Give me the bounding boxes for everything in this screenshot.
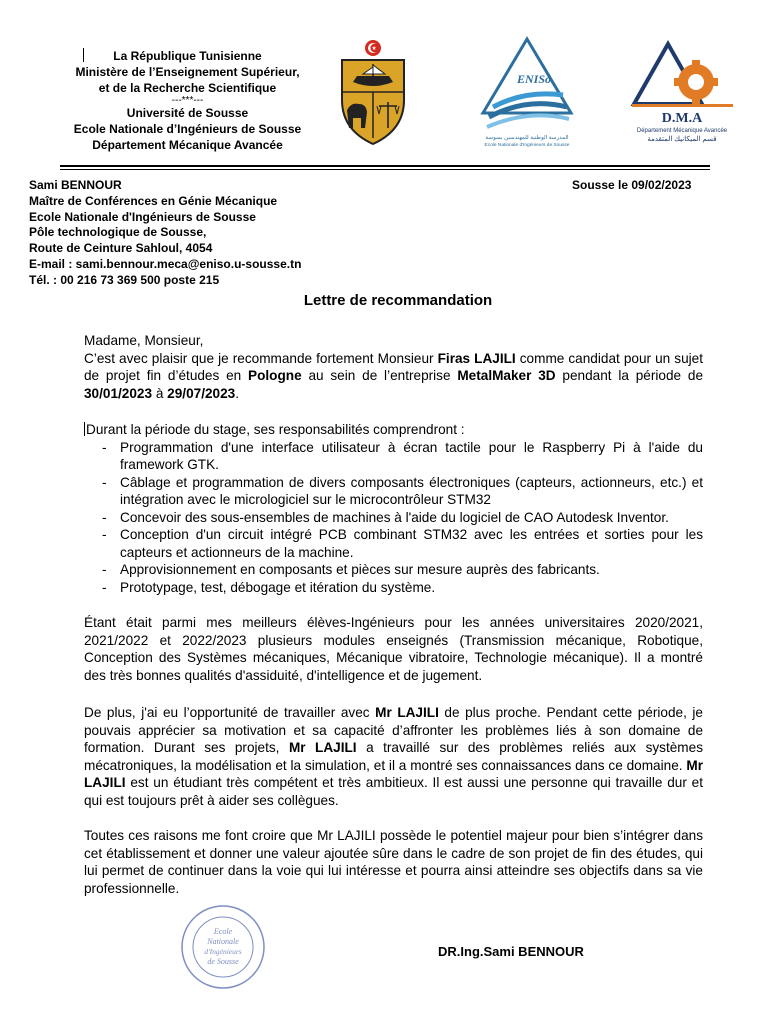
letter-date: Sousse le 09/02/2023: [572, 178, 692, 192]
text-caret: [84, 422, 85, 436]
sender-name: Sami BENNOUR: [29, 178, 122, 192]
list-item: - Conception d'un circuit intégré PCB combinant STM32 avec les entrées et sorties pour les capteurs et actionneurs de la machine.: [84, 526, 703, 561]
header-divider-thin: [60, 169, 710, 170]
student-name: Mr LAJILI: [84, 757, 703, 790]
header-line: Département Mécanique Avancée: [92, 137, 283, 152]
eniso-caption: Ecole Nationale d'Ingénieurs de Sousse: [484, 143, 570, 148]
sender-block: [29, 178, 301, 289]
candidate-name: Firas LAJILI: [437, 350, 516, 366]
header-line: Ministère de l’Enseignement Supérieur,: [75, 64, 300, 79]
header-divider: [60, 165, 710, 167]
sender-address: Route de Ceinture Sahloul, 4054: [29, 241, 213, 256]
sender-email: E-mail : sami.bennour.meca@eniso.u-sousse.tn: [29, 256, 302, 271]
sender-phone: Tél. : 00 216 73 369 500 poste 215: [29, 272, 220, 287]
sender-school: Ecole Nationale d'Ingénieurs de Sousse: [29, 209, 256, 224]
intro-paragraph: [84, 332, 703, 402]
header-line: et de la Recherche Scientifique: [98, 80, 277, 95]
list-item: - Prototypage, test, débogage et itération du système.: [84, 579, 703, 597]
start-date: 30/01/2023: [84, 385, 153, 401]
dma-caption-arabic: قسم الميكانيك المتقدمة: [647, 136, 717, 143]
eniso-caption-arabic: المدرسة الوطنية للمهندسين بسوسة: [485, 135, 569, 141]
sender-pole: Pôle technologique de Sousse,: [29, 225, 207, 240]
eniso-wordmark: ENISo: [517, 72, 552, 86]
student-name: Mr LAJILI: [375, 705, 439, 720]
responsibilities-section: [84, 421, 703, 596]
company-name: MetalMaker 3D: [457, 368, 556, 383]
dma-caption: Département Mécanique Avancée: [636, 128, 728, 134]
internship-country: Pologne: [248, 368, 302, 383]
header-line: Université de Sousse: [126, 106, 249, 121]
list-item: - Concevoir des sous-ensembles de machines à l'aide du logiciel de CAO Autodesk Inventor.: [84, 509, 703, 527]
conclusion-paragraph: Toutes ces raisons me font croire que Mr LAJILI possède le potentiel majeur pour bien s’intégrer dans cet établissement et donner une valeur ajoutée sûre dans le cadre de son projet de fin des études, qui lui permet de continuer dans la voie qui lui intéresse et pourra ainsi atteindre ses objectifs dans sa vie professionnelle.: [84, 828, 703, 896]
responsibilities-intro: Durant la période du stage, ses responsabilités comprendront :: [86, 422, 465, 437]
letter-title: Lettre de recommandation: [303, 292, 493, 309]
header-line: Ecole Nationale d’Ingénieurs de Sousse: [73, 122, 302, 137]
header-separator: ---***---: [171, 95, 204, 107]
stamp-line: d'Ingénieurs: [204, 947, 242, 956]
list-item: - Câblage et programmation de divers composants électroniques (capteurs, actionneurs, etc.) et intégration avec le micrologiciel sur le microcontrôleur STM32: [84, 474, 703, 509]
header-line: La République Tunisienne: [113, 49, 262, 63]
work-paragraph: De plus, j'ai eu l’opportunité de travailler avec Mr LAJILI de plus proche. Pendant cette période, je pouvais apprécier sa motivation et sa capacité d’affronter les problèmes liés à son domaine de formation. Durant ses projets, Mr LAJILI a travaillé sur des problèmes reliés aux systèmes mécatroniques, la modélisation et la simulation, et il a montré ses connaissances dans ce domaine. Mr LAJILI est un étudiant très compétent et très ambitieux. Il est aussi une personne qui travaille dur et qui est toujours prêt à aider ses collègues.: [84, 705, 703, 808]
stamp-line: Ecole: [213, 927, 233, 936]
stamp-line: de Sousse: [207, 957, 239, 966]
dma-logo: [630, 38, 735, 146]
institution-header: [60, 49, 315, 154]
list-item: - Programmation d'une interface utilisateur à écran tactile pour le Raspberry Pi à l'aide du framework GTK.: [84, 439, 703, 474]
stamp-line: Nationale: [207, 937, 239, 946]
student-name: Mr LAJILI: [288, 740, 357, 755]
responsibilities-list: [84, 439, 703, 597]
end-date: 29/07/2023: [167, 385, 236, 401]
tunisia-emblem-logo: [339, 38, 407, 148]
sender-title: Maître de Conférences en Génie Mécanique: [29, 193, 278, 208]
signature-name: DR.Ing.Sami BENNOUR: [438, 944, 584, 959]
eniso-logo: [475, 35, 580, 150]
school-stamp: [180, 904, 266, 990]
students-paragraph: Étant était parmi mes meilleurs élèves-Ingénieurs pour les années universitaires 2020/2021, 2021/2022 et 2022/2023 plusieurs modules enseignés (Transmission mécanique, Robotique, Conception des Systèmes mécaniques, Mécanique vibratoire, Technologie mécanique). Il a montré des très bonnes qualités d'assiduité, d'intelligence et de jugement.: [84, 615, 703, 683]
recommendation-text: C’est avec plaisir que je recommande fortement Monsieur Firas LAJILI comme candidat pour un sujet de projet fin d’études en Pologne au sein de l’entreprise MetalMaker 3D pendant la période de 30/01/2023 à 29/07/2023.: [84, 350, 704, 401]
dma-wordmark: D.M.A: [661, 111, 703, 126]
salutation: Madame, Monsieur,: [84, 333, 204, 348]
list-item: - Approvisionnement en composants et pièces sur mesure auprès des fabricants.: [84, 561, 703, 579]
